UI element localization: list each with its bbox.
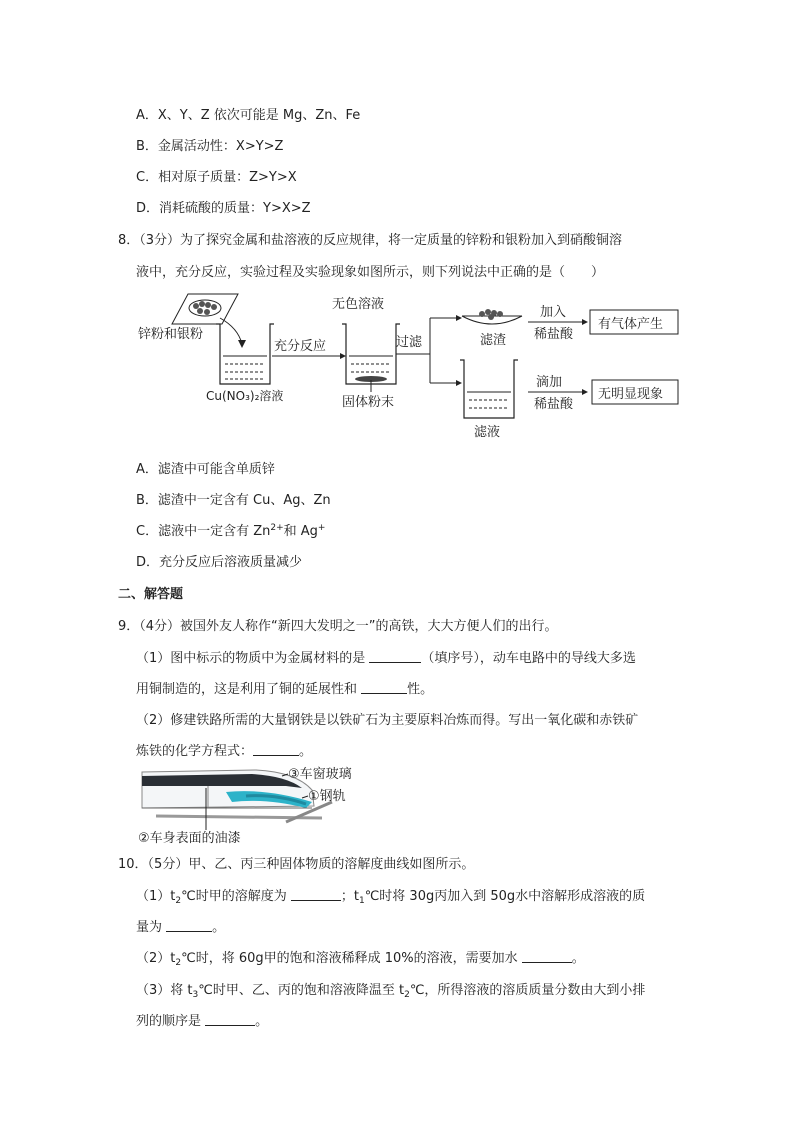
q9-part2-line1: （2）修建铁路所需的大量钢铁是以铁矿石为主要原料冶炼而得。写出一氧化碳和赤铁矿 xyxy=(136,713,639,728)
answer-blank xyxy=(361,681,407,694)
q8-option-d: D．充分反应后溶液质量减少 xyxy=(136,555,303,570)
q9-part1-line2: 用铜制造的，这是利用了铜的延展性和 性。 xyxy=(136,682,434,697)
label-body-paint: ②车身表面的油漆 xyxy=(138,831,241,846)
label-add: 加入 xyxy=(540,305,567,320)
answer-blank xyxy=(522,950,572,963)
q9-stem: 9．（4分）被国外友人称作“新四大发明之一”的高铁，大大方便人们的出行。 xyxy=(118,619,558,634)
label-colorless: 无色溶液 xyxy=(332,297,385,312)
beaker-3-icon xyxy=(460,360,518,418)
label-solid-powder: 固体粉末 xyxy=(342,395,395,410)
result-no-change: 无明显现象 xyxy=(598,387,664,402)
q8-option-c: C．滤液中一定含有 $Zn^{2+}$和 Ag+ xyxy=(136,523,326,539)
q10-part1-line2: 量为 。 xyxy=(136,920,226,935)
q10-part3-line1: （3）将 $t_3℃$时甲、乙、丙的饱和溶液降温至 $t_2℃$，所得溶液的溶质质量分数由大到小排 xyxy=(136,983,646,1000)
dish-icon xyxy=(462,309,522,324)
label-filtrate: 滤液 xyxy=(474,425,501,440)
answer-blank xyxy=(166,919,212,932)
q10-part2: $(2)t_2℃$时，将 60g甲的饱和溶液稀释成 10%的溶液，需要加水 。 xyxy=(136,951,585,968)
q8-stem-line2: 液中，充分反应，实验过程及实验现象如图所示，则下列说法中正确的是（ ） xyxy=(136,265,605,280)
q7-option-b: B．金属活动性：X>Y>Z xyxy=(136,139,284,154)
beaker-1-icon xyxy=(216,324,274,384)
label-residue: 滤渣 xyxy=(480,333,507,348)
section-heading: 二、解答题 xyxy=(118,587,184,602)
q9-part1-line1: （1）图中标示的物质中为金属材料的是 （填序号），动车电路中的导线大多选 xyxy=(136,651,636,666)
q10-part1-line1: $(1)t_2℃$时甲的溶解度为 ；$t_1℃$时将 30g丙加入到 50g水中溶解形成溶液的质 xyxy=(136,889,646,906)
q7-option-c: C．相对原子质量：Z>Y>X xyxy=(136,170,297,185)
label-dropwise: 滴加 xyxy=(536,375,563,390)
label-cu-solution: Cu(NO₃)₂溶液 xyxy=(206,389,284,403)
train-picture xyxy=(136,762,376,846)
answer-blank xyxy=(291,888,341,901)
label-filter: 过滤 xyxy=(396,335,423,350)
powder-paper-icon xyxy=(172,294,238,324)
q10-stem: 10．（5分）甲、乙、丙三种固体物质的溶解度曲线如图所示。 xyxy=(118,857,475,872)
q8-option-a: A．滤渣中可能含单质锌 xyxy=(136,462,275,477)
beaker-2-icon xyxy=(342,324,400,384)
q7-option-d: D．消耗硫酸的质量：Y>X>Z xyxy=(136,201,311,216)
answer-blank xyxy=(205,1013,255,1026)
q8-option-b: B．滤渣中一定含有 Cu、Ag、Zn xyxy=(136,493,331,508)
result-gas: 有气体产生 xyxy=(598,317,664,332)
label-rail: ①钢轨 xyxy=(308,789,346,804)
answer-blank xyxy=(369,650,421,663)
label-dilute-hcl-2: 稀盐酸 xyxy=(534,397,574,412)
q7-option-a: A．X、Y、Z 依次可能是 Mg、Zn、Fe xyxy=(136,108,361,123)
label-dilute-hcl-1: 稀盐酸 xyxy=(534,327,574,342)
answer-blank xyxy=(253,743,299,756)
q8-stem-line1: 8．（3分）为了探究金属和盐溶液的反应规律，将一定质量的锌粉和银粉加入到硝酸铜溶 xyxy=(118,233,623,248)
q9-part2-line2: 炼铁的化学方程式： 。 xyxy=(136,744,313,759)
label-window-glass: ③车窗玻璃 xyxy=(288,767,352,782)
label-full-reaction: 充分反应 xyxy=(274,339,327,354)
q8-experiment-diagram xyxy=(130,288,690,448)
label-zinc-silver: 锌粉和银粉 xyxy=(138,327,204,342)
q10-part3-line2: 列的顺序是 。 xyxy=(136,1014,269,1029)
